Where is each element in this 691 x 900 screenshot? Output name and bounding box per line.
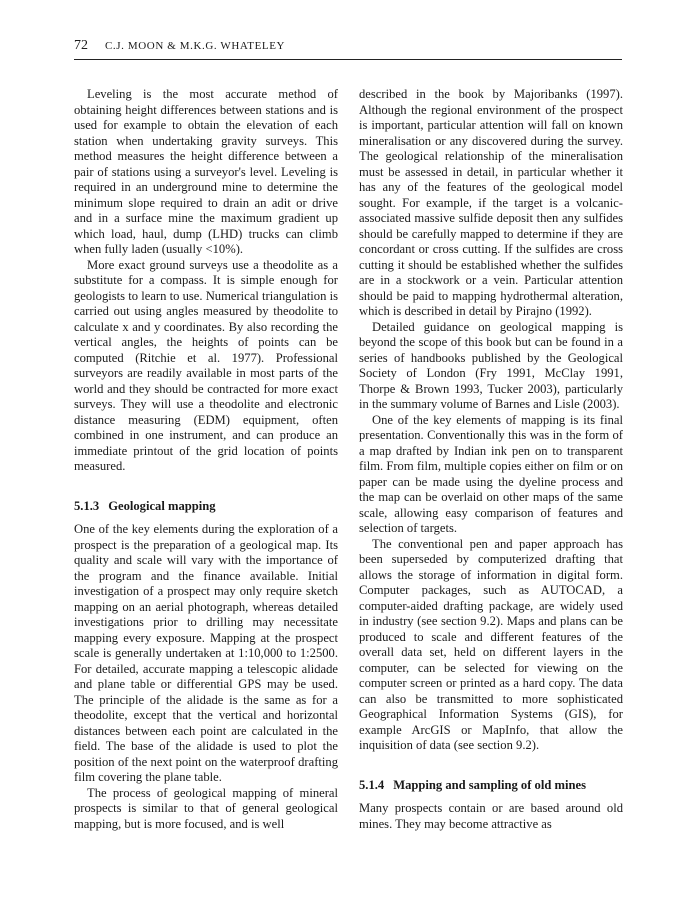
- paragraph-old-mines: Many prospects contain or are based around old mines. They may become attractive as: [359, 801, 623, 831]
- paragraph-guidance: Detailed guidance on geological mapping is beyond the scope of this book but can be found in a series of handbooks published by the Geological Society of London (Fry 1991, McClay 1991, Thorpe & Brown 1993, Tucker 2003), particularly in the summary volume of Barnes and Lisle (2003).: [359, 319, 623, 411]
- section-number: 5.1.3: [74, 498, 100, 513]
- left-column: [74, 87, 338, 832]
- section-heading-old-mines: [359, 778, 623, 794]
- page-number: 72: [74, 38, 88, 53]
- paragraph-mapping-process: The process of geological mapping of mineral prospects is similar to that of general geological mapping, but is more focused, and is well: [74, 785, 338, 831]
- paragraph-theodolite: More exact ground surveys use a theodolite as a substitute for a compass. It is simple enough for geologists to learn to use. Numerical triangulation is carried out using angles measured by theodolite to calculate x and y coordinates. By also recording the vertical angles, the heights of points can be computed (Ritchie et al. 1977). Professional surveyors are readily available in most parts of the world and they should be contracted for more exact surveys. They will use a theodolite and electronic distance measuring (EDM) equipment, often combined in one instrument, and can produce an immediate printout of the grid location of points measured.: [74, 257, 338, 473]
- section-title: Mapping and sampling of old mines: [393, 777, 586, 792]
- section-title: Geological mapping: [108, 498, 216, 513]
- paragraph-computerized-drafting: The conventional pen and paper approach has been superseded by computerized drafting that allows the storage of information in digital form. Computer packages, such as AUTOCAD, a computer-aided drafting package, are widely used in industry (see section 9.2). Maps and plans can be produced to scale and different features of the overall data set, held on different layers in the computer, can be selected for viewing on the computer screen or printed as a hard copy. The data can also be transmitted to more sophisticated Geographical Information Systems (GIS), for example ArcGIS or MapInfo, that allow the inquisition of data (see section 9.2).: [359, 536, 623, 752]
- running-head-authors: C.J. MOON & M.K.G. WHATELEY: [105, 40, 286, 52]
- running-header: [74, 37, 622, 60]
- paragraph-presentation: One of the key elements of mapping is its final presentation. Conventionally this was in the form of a map drafted by Indian ink pen on to transparent film. From film, multiple copies either on film or on paper can be made using the dyeline process and the map can be overlaid on other maps of the same scale, allowing easy comparison of features and selection of targets.: [359, 412, 623, 535]
- paragraph-majoribanks: described in the book by Majoribanks (1997). Although the regional environment of the prospect is important, particular attention will fall on known mineralisation or any discovered during the survey. The geological relationship of the mineralisation must be assessed in detail, in particular whether it has any of the features of the geological model sought. For example, if the target is a volcanic-associated massive sulfide deposit then any sulfides should be carefully mapped to determine if they are concordant or cross cutting. If the sulfides are cross cutting it should be established whether the sulfides are in a stockwork or a vein. Particular attention should be paid to mapping hydrothermal alteration, which is described in detail by Pirajno (1992).: [359, 87, 623, 318]
- paragraph-leveling: Leveling is the most accurate method of obtaining height differences between stations and is used for example to obtain the elevation of each station when undertaking gravity surveys. This method measures the height difference between a pair of stations using a surveyor's level. Leveling is required in an underground mine to determine the minimum slope required to drain an adit or drive and in a surface mine the maximum gradient up which load, haul, dump (LHD) trucks can climb when fully laden (usually <10%).: [74, 87, 338, 256]
- section-heading-geological-mapping: [74, 499, 338, 515]
- right-column: [359, 87, 623, 832]
- paragraph-mapping-intro: One of the key elements during the exploration of a prospect is the preparation of a geological map. Its quality and scale will vary with the importance of the program and the finance available. Initial investigation of a prospect may only require sketch mapping on an aerial photograph, whereas detailed investigations prior to drilling may necessitate mapping every exposure. Mapping at the prospect scale is generally undertaken at 1:10,000 to 1:2500. For detailed, accurate mapping a telescopic alidade and plane table or differential GPS may be used. The principle of the alidade is the same as for a theodolite, except that the vertical and horizontal distances between each point are calculated in the field. The base of the alidade is used to plot the position of the next point on the waterproof drafting film covering the plane table.: [74, 522, 338, 784]
- section-number: 5.1.4: [359, 777, 385, 792]
